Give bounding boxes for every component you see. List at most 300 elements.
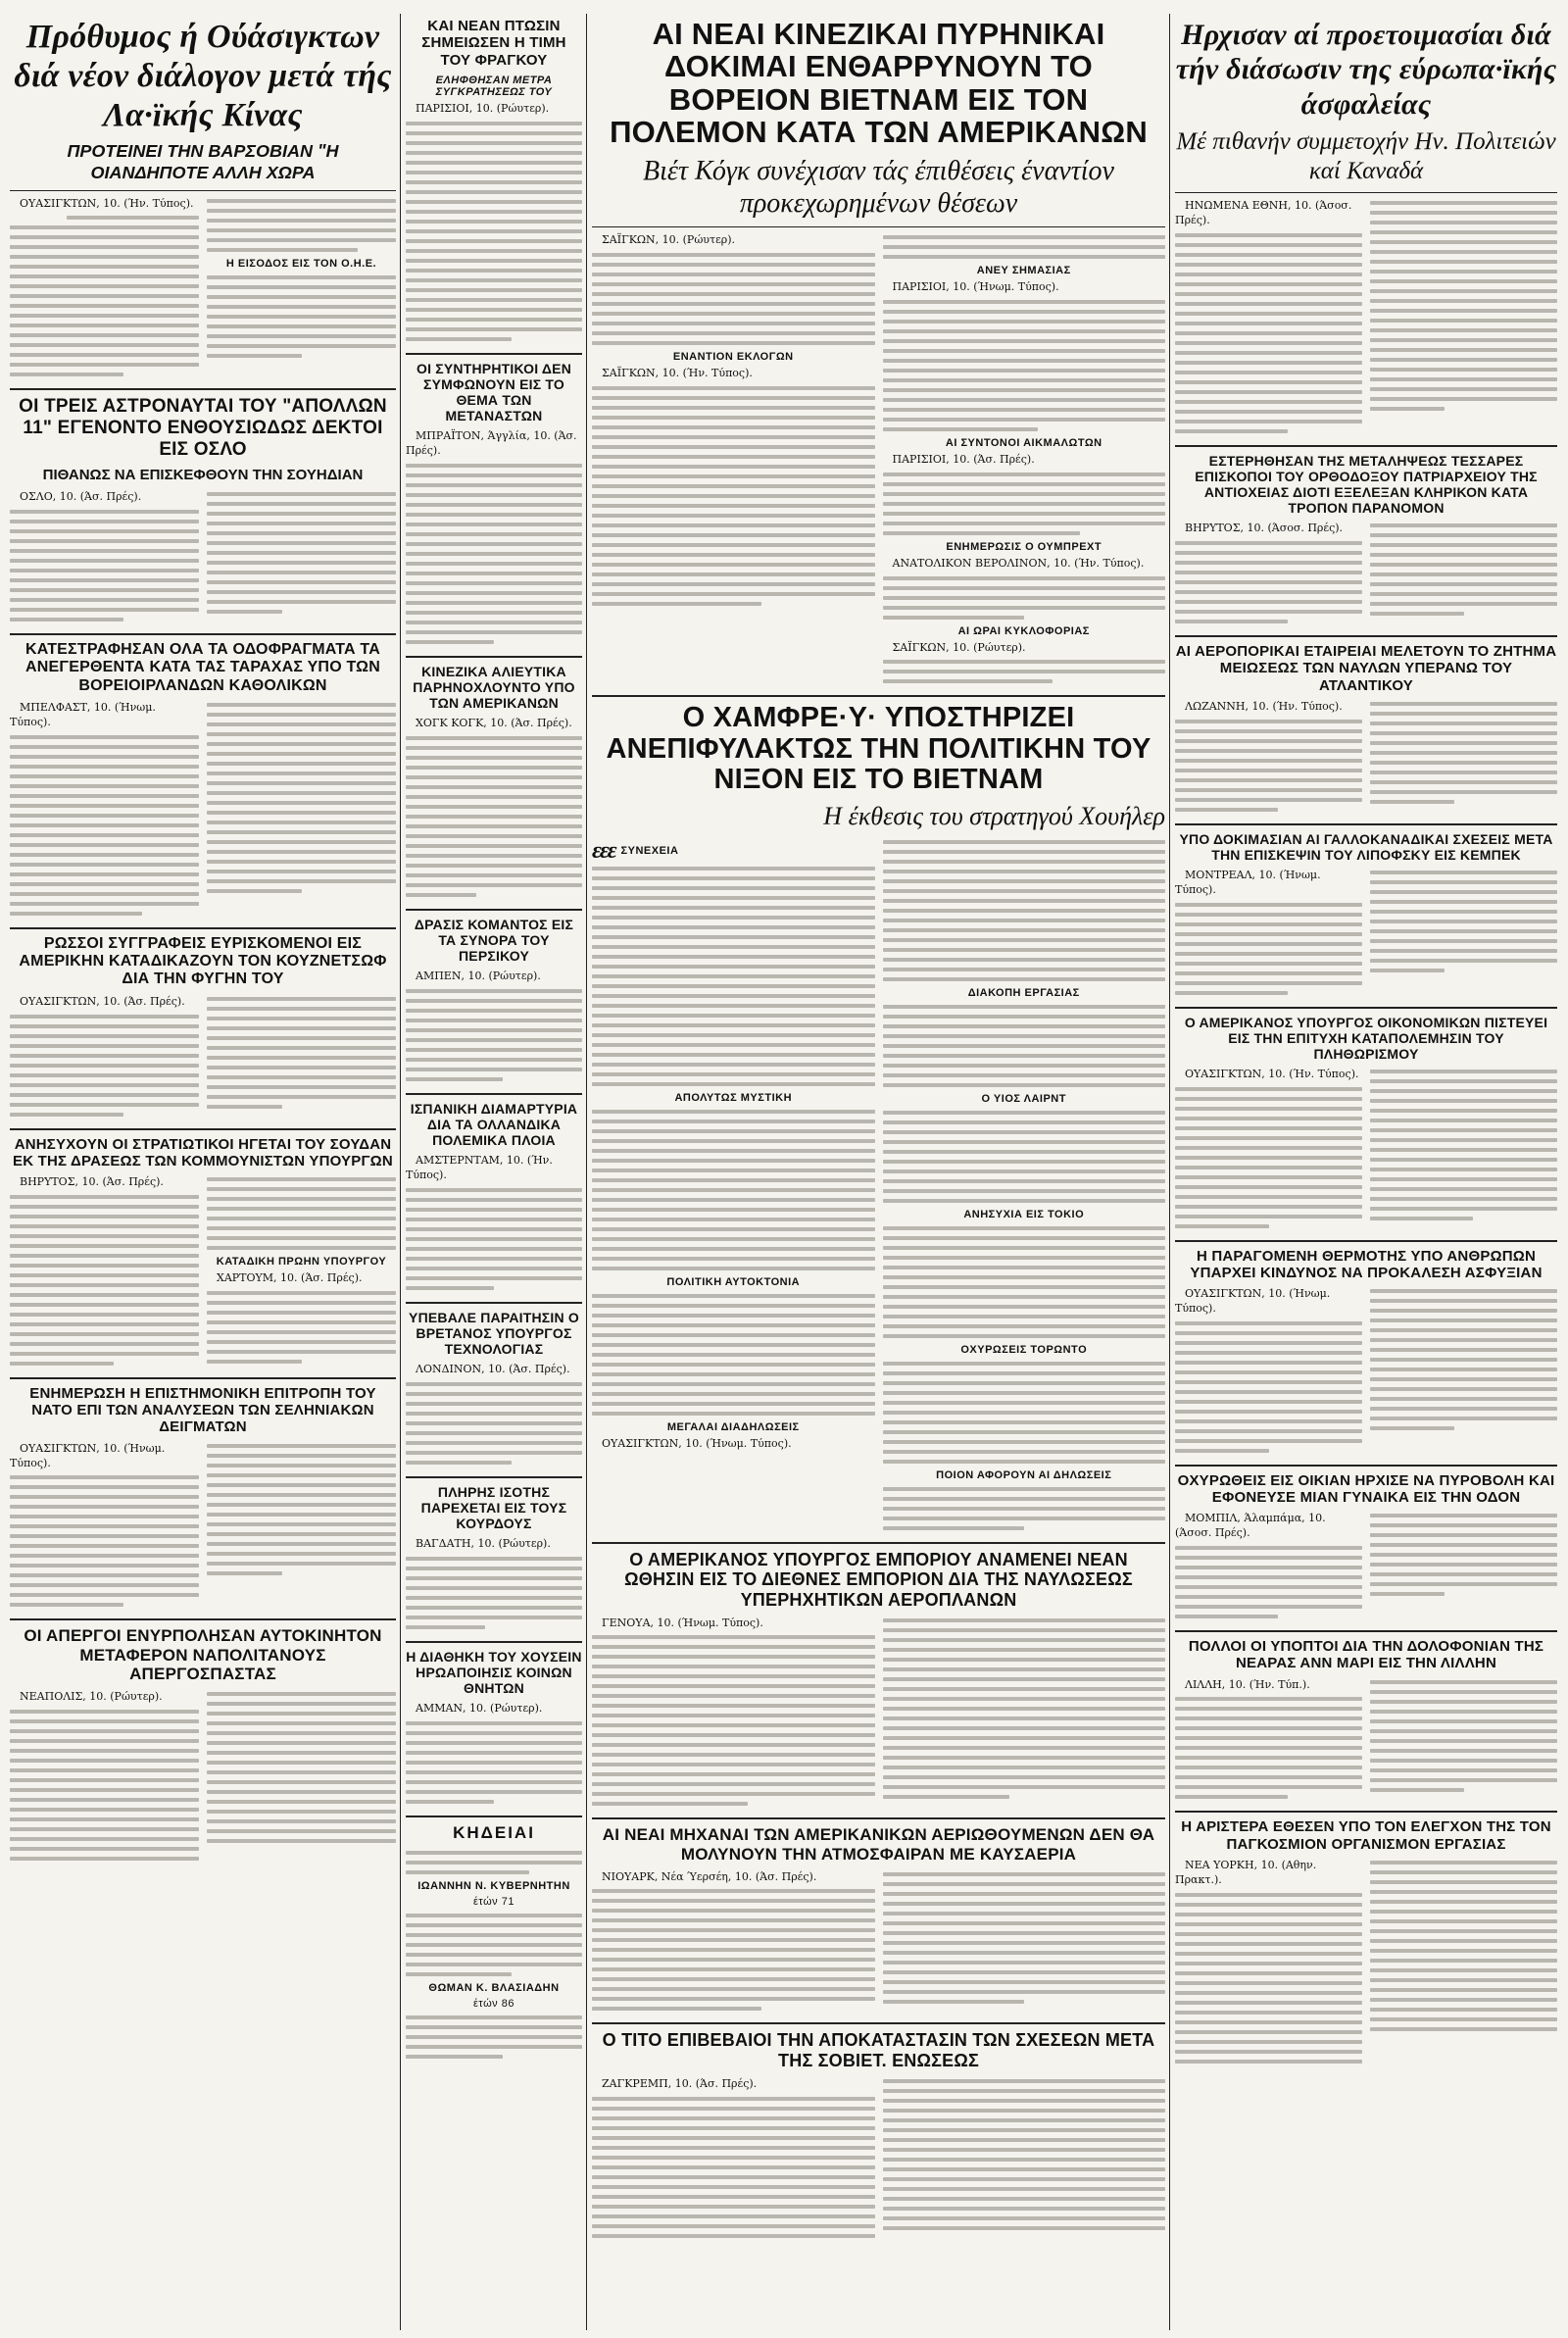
- text-line: [1175, 1746, 1362, 1750]
- text-line: [10, 1788, 199, 1792]
- text-line: [207, 997, 396, 1001]
- divider: [1175, 635, 1557, 637]
- text-line: [883, 1980, 1166, 1984]
- text-line: [1370, 1148, 1557, 1152]
- text-line: [592, 2146, 875, 2150]
- text-line: [207, 830, 396, 834]
- section-subhead: ΜΕΓΑΛΑΙ ΔΙΑΔΗΛΩΣΕΙΣ: [666, 1420, 800, 1433]
- text-line: [406, 815, 582, 819]
- text-line: [1370, 1407, 1557, 1411]
- text-line: [10, 1857, 199, 1861]
- text-line: [207, 811, 396, 815]
- text-line: [1370, 731, 1557, 735]
- text-line: [1175, 1361, 1362, 1365]
- text-line: [592, 1169, 875, 1172]
- divider: [1175, 1630, 1557, 1632]
- text-line: [1370, 377, 1557, 381]
- text-line: [207, 1226, 396, 1230]
- text-line: [1175, 739, 1362, 743]
- text-line: [883, 1120, 1166, 1124]
- body-text: [883, 1003, 1166, 1089]
- text-line: [883, 2079, 1166, 2083]
- article-headline: ΑΙ ΝΕΑΙ ΜΗΧΑΝΑΙ ΤΩΝ ΑΜΕΡΙΚΑΝΙΚΩΝ ΑΕΡΙΩΘΟΥΜΕΝΩΝ ΔΕΝ ΘΑ ΜΟΛΥΝΟΥΝ ΤΗΝ ΑΤΜΟΣΦΑΙΡΑΝ ΜΕ ΚΑΥΣΑΕΡΙΑ: [602, 1825, 1155, 1865]
- text-line: [1370, 1138, 1557, 1142]
- text-line: [406, 259, 582, 263]
- text-line: [207, 1301, 396, 1305]
- article-commerce-secretary: [592, 1550, 1165, 1809]
- text-line: [207, 1046, 396, 1050]
- text-line: [207, 1503, 396, 1507]
- text-line: [592, 1082, 875, 1086]
- article-body: [10, 701, 396, 918]
- divider: [406, 1641, 582, 1643]
- divider: [592, 695, 1165, 697]
- body-text: [1370, 1287, 1557, 1432]
- text-line: [1370, 2017, 1557, 2021]
- text-line: [207, 228, 396, 232]
- text-line: [1370, 2027, 1557, 2031]
- text-line: [406, 1048, 582, 1052]
- text-line: [1175, 243, 1362, 247]
- text-line: [1370, 910, 1557, 914]
- text-line: [883, 1275, 1166, 1279]
- text-line: [406, 1237, 582, 1241]
- text-line: [1175, 1195, 1362, 1199]
- text-line: [10, 1808, 199, 1812]
- divider: [1175, 445, 1557, 447]
- article-humphrey-nixon: [592, 703, 1165, 1531]
- text-line: [1370, 880, 1557, 884]
- text-line: [883, 948, 1166, 952]
- text-line: [883, 1034, 1166, 1038]
- text-line: [1370, 790, 1557, 794]
- text-line: [592, 2195, 875, 2199]
- text-line: [10, 1847, 199, 1851]
- text-line: [883, 660, 1166, 664]
- text-line: [406, 834, 582, 838]
- section-subhead: ΕΝΑΝΤΙΟΝ ΕΚΛΟΓΩΝ: [672, 350, 794, 363]
- article-chinese-fishing: [406, 664, 582, 899]
- text-line: [1370, 240, 1557, 244]
- text-line: [1175, 1321, 1362, 1325]
- body-text: [10, 508, 199, 623]
- section-subhead: ΔΙΑΚΟΠΗ ΕΡΓΑΣΙΑΣ: [967, 986, 1080, 999]
- article-antioch-bishops: [1175, 453, 1557, 625]
- text-line: [406, 562, 582, 566]
- text-line: [592, 396, 875, 400]
- text-line: [406, 1257, 582, 1261]
- article-headline: Ο ΤΙΤΟ ΕΠΙΒΕΒΑΙΟΙ ΤΗΝ ΑΠΟΚΑΤΑΣΤΑΣΙΝ ΤΩΝ ΣΧΕΣΕΩΝ ΜΕΤΑ ΤΗΣ ΣΟΒΙΕΤ. ΕΝΩΣΕΩΣ: [602, 2030, 1155, 2071]
- text-line: [1175, 1566, 1362, 1569]
- text-line: [592, 1733, 875, 1737]
- text-line: [10, 794, 199, 798]
- text-line: [883, 1199, 1166, 1203]
- column-rule: [1169, 14, 1170, 2330]
- text-line: [592, 435, 875, 439]
- text-line: [1175, 971, 1362, 975]
- body-text: [1370, 1068, 1557, 1222]
- text-line: [10, 235, 199, 239]
- text-line: [883, 1083, 1166, 1087]
- text-line: [406, 1606, 582, 1610]
- text-line: [207, 238, 396, 242]
- text-line: [10, 1485, 199, 1489]
- text-line: [406, 581, 582, 585]
- dateline: ΜΠΡΑΪΤΟΝ, Άγγλία, 10. (Άσ. Πρές).: [406, 428, 577, 457]
- article-sudan: [10, 1136, 396, 1368]
- text-line: [592, 1753, 875, 1757]
- text-line: [10, 1729, 199, 1733]
- text-line: [10, 882, 199, 886]
- text-line: [406, 1557, 582, 1561]
- article-european-security: [1175, 18, 1557, 435]
- text-line: [207, 1552, 396, 1556]
- text-line: [883, 1169, 1166, 1173]
- text-line: [10, 598, 199, 602]
- text-line: [1370, 1397, 1557, 1401]
- text-line: [406, 2035, 582, 2039]
- text-line: [592, 1053, 875, 1057]
- divider: [1175, 1465, 1557, 1467]
- text-line: [10, 1837, 199, 1841]
- body-text: [1175, 1085, 1362, 1230]
- body-text: [883, 1360, 1166, 1466]
- text-line: [883, 349, 1166, 353]
- text-line: [1370, 1910, 1557, 1914]
- text-line: [592, 1063, 875, 1067]
- text-line: [10, 765, 199, 769]
- text-line: [883, 310, 1166, 314]
- text-line: [592, 876, 875, 880]
- text-line: [10, 529, 199, 533]
- divider: [10, 633, 396, 635]
- text-line: [1370, 1988, 1557, 1992]
- text-line: [592, 1198, 875, 1202]
- text-line: [1175, 331, 1362, 335]
- body-text: [592, 1108, 875, 1272]
- text-line: [592, 2175, 875, 2179]
- text-line: [592, 514, 875, 518]
- dateline: ΛΩΖΑΝΝΗ, 10. (Ήν. Τύπος).: [1185, 699, 1343, 713]
- text-line: [592, 2097, 875, 2101]
- text-line: [207, 1311, 396, 1315]
- text-line: [1370, 1710, 1557, 1714]
- text-line: [406, 308, 582, 312]
- dateline: ΠΑΡΙΣΙΟΙ, 10. (Ήνωμ. Τύπος).: [892, 280, 1059, 294]
- text-line: [1370, 407, 1445, 411]
- divider: [406, 1816, 582, 1817]
- dateline: ΝΙΟΥΑΡΚ, Νέα Ύερσέη, 10. (Άσ. Πρές).: [602, 1869, 817, 1883]
- text-line: [207, 1177, 396, 1181]
- text-line: [883, 899, 1166, 903]
- text-line: [1175, 273, 1362, 276]
- text-line: [883, 670, 1166, 673]
- text-line: [592, 994, 875, 998]
- text-line: [406, 171, 582, 174]
- text-line: [883, 2089, 1166, 2093]
- text-line: [10, 1798, 199, 1802]
- text-line: [406, 337, 512, 341]
- article-headline: ΔΡΑΣΙΣ ΚΟΜΑΝΤΟΣ ΕΙΣ ΤΑ ΣΥΝΟΡΑ ΤΟΥ ΠΕΡΣΙΚΟΥ: [414, 916, 574, 964]
- section-subhead: ΑΠΟΛΥΤΩΣ ΜΥΣΤΙΚΗ: [674, 1091, 793, 1104]
- article-body: [1175, 869, 1557, 997]
- text-line: [10, 1475, 199, 1479]
- text-line: [207, 791, 396, 795]
- text-line: [883, 958, 1166, 962]
- text-line: [406, 513, 582, 517]
- text-line: [883, 512, 1166, 516]
- dateline: ΑΜΣΤΕΡΝΤΑΜ, 10. (Ήν. Τύπος).: [406, 1154, 553, 1182]
- dateline: ΟΥΑΣΙΓΚΤΩΝ, 10. (Ήνωμ. Τύπος).: [10, 1441, 166, 1469]
- text-line: [1370, 1338, 1557, 1342]
- text-line: [1175, 778, 1362, 782]
- text-line: [592, 974, 875, 978]
- body-text: [592, 2095, 875, 2240]
- text-line: [406, 318, 582, 322]
- text-line: [406, 1576, 582, 1580]
- text-line: [406, 239, 582, 243]
- text-line: [207, 1454, 396, 1458]
- body-text: [1175, 539, 1362, 625]
- text-line: [883, 1005, 1166, 1009]
- text-line: [406, 1761, 582, 1765]
- text-line: [406, 1731, 582, 1735]
- text-line: [1175, 1546, 1362, 1550]
- text-line: [406, 621, 582, 624]
- text-line: [1175, 952, 1362, 956]
- text-line: [592, 1392, 875, 1396]
- text-line: [1370, 582, 1557, 586]
- text-line: [883, 1295, 1166, 1299]
- text-line: [406, 190, 582, 194]
- body-text: [1175, 1891, 1362, 2065]
- text-line: [406, 756, 582, 760]
- text-line: [1175, 1585, 1362, 1589]
- text-line: [592, 1178, 875, 1182]
- text-line: [10, 1103, 199, 1107]
- article-headline: Ο ΑΜΕΡΙΚΑΝΟΣ ΥΠΟΥΡΓΟΣ ΟΙΚΟΝΟΜΙΚΩΝ ΠΙΣΤΕΥΕΙ ΕΙΣ ΤΗΝ ΕΠΙΤΥΧΗ ΚΑΤΑΠΟΛΕΜΗΣΙΝ ΤΟΥ ΠΛΗΘΩΡΙΣΜΟΥ: [1184, 1014, 1548, 1062]
- text-line: [592, 533, 875, 537]
- text-line: [406, 746, 582, 750]
- text-line: [592, 1043, 875, 1047]
- text-line: [592, 543, 875, 547]
- text-line: [10, 1352, 199, 1356]
- column-2: [406, 14, 582, 2330]
- text-line: [10, 1573, 199, 1577]
- text-line: [592, 1033, 875, 1037]
- text-line: [1370, 1959, 1557, 1963]
- text-line: [1175, 1370, 1362, 1374]
- article-headline: Ο ΧΑΜΦΡΕ·Υ· ΥΠΟΣΤΗΡΙΖΕΙ ΑΝΕΠΙΦΥΛΑΚΤΩΣ ΤΗΝ ΠΟΛΙΤΙΚΗΝ ΤΟΥ ΝΙΞΟΝ ΕΙΣ ΤΟ ΒΙΕΤΝΑΜ: [606, 702, 1152, 796]
- text-line: [207, 600, 396, 604]
- text-line: [1370, 949, 1557, 953]
- article-jet-engines: [592, 1825, 1165, 2013]
- section-subhead: ΑΝΕΥ ΣΗΜΑΣΙΑΣ: [976, 265, 1071, 277]
- text-line: [1370, 1070, 1557, 1073]
- text-line: [592, 553, 875, 557]
- article-headline: ΚΑΤΕΣΤΡΑΦΗΣΑΝ ΟΛΑ ΤΑ ΟΔΟΦΡΑΓΜΑΤΑ ΤΑ ΑΝΕΓΕΡΘΕΝΤΑ ΚΑΤΑ ΤΑΣ ΤΑΡΑΧΑΣ ΥΠΟ ΤΩΝ ΒΟΡΕΙΟΙΡΛΑΝΔΩΝ ΚΑΘΟΛΙΚΩΝ: [25, 640, 380, 694]
- text-line: [592, 1402, 875, 1406]
- text-line: [1175, 1439, 1362, 1443]
- text-line: [1370, 702, 1557, 706]
- body-text: [883, 1224, 1166, 1340]
- text-line: [1175, 400, 1362, 404]
- text-line: [592, 1218, 875, 1221]
- divider: [406, 909, 582, 911]
- text-line: [207, 1741, 396, 1745]
- text-line: [406, 611, 582, 615]
- text-line: [883, 1726, 1166, 1730]
- text-line: [592, 886, 875, 890]
- text-line: [1175, 1736, 1362, 1740]
- text-line: [592, 1674, 875, 1678]
- article-apollo-astronauts: [10, 396, 396, 622]
- body-text: [406, 1912, 582, 1978]
- text-line: [592, 331, 875, 335]
- text-line: [1370, 289, 1557, 293]
- text-line: [883, 255, 1166, 259]
- text-line: [1175, 2030, 1362, 2034]
- article-body: [10, 995, 396, 1119]
- article-subheadline: ΠΡΟΤΕΙΝΕΙ ΤΗΝ ΒΑΡΣΟΒΙΑΝ "Η ΟΙΑΝΔΗΠΟΤΕ ΑΛΛΗ ΧΩΡΑ: [67, 141, 339, 182]
- divider: [1175, 192, 1557, 193]
- text-line: [883, 606, 1166, 610]
- text-line: [1370, 1099, 1557, 1103]
- text-line: [406, 220, 582, 224]
- dateline: ΧΑΡΤΟΥΜ, 10. (Άσ. Πρές).: [217, 1271, 363, 1285]
- article-russian-writers: [10, 935, 396, 1119]
- body-text: [406, 120, 582, 343]
- text-line: [207, 541, 396, 545]
- body-text: [10, 733, 199, 918]
- text-line: [1175, 1697, 1362, 1701]
- article-headline: ΕΣΤΕΡΗΘΗΣΑΝ ΤΗΣ ΜΕΤΑΛΗΨΕΩΣ ΤΕΣΣΑΡΕΣ ΕΠΙΣΚΟΠΟΙ ΤΟΥ ΟΡΘΟΔΟΞΟΥ ΠΑΤΡΙΑΡΧΕΙΟΥ ΤΗΣ ΑΝΤΙΟΧΕΙΑΣ ΔΙΟΤΙ ΕΞΕΛΕΞΑΝ ΚΛΗΡΙΚΟΝ ΚΑΤΑ ΤΡΟΠΟΝ ΠΑΡΑΝΟΜΟΝ: [1195, 452, 1538, 517]
- text-line: [883, 1054, 1166, 1058]
- text-line: [883, 418, 1166, 422]
- text-line: [883, 1334, 1166, 1338]
- text-line: [592, 1227, 875, 1231]
- text-line: [883, 596, 1166, 600]
- text-line: [406, 1461, 512, 1465]
- text-line: [1370, 1768, 1557, 1772]
- text-line: [1175, 729, 1362, 733]
- text-line: [1370, 920, 1557, 923]
- text-line: [1175, 769, 1362, 772]
- column-4: [1175, 14, 1557, 2330]
- text-line: [592, 504, 875, 508]
- text-line: [10, 343, 199, 347]
- text-line: [1175, 420, 1362, 423]
- text-line: [1370, 299, 1557, 303]
- text-line: [406, 1751, 582, 1755]
- text-line: [883, 679, 1053, 683]
- text-line: [883, 2187, 1166, 2191]
- text-line: [207, 285, 396, 289]
- text-line: [207, 1731, 396, 1735]
- column-3: [592, 14, 1165, 2330]
- text-line: [207, 1819, 396, 1823]
- text-line: [1370, 1523, 1557, 1527]
- text-line: [406, 844, 582, 848]
- text-line: [1175, 1962, 1362, 1965]
- text-line: [592, 1743, 875, 1747]
- text-line: [207, 1056, 396, 1060]
- text-line: [592, 916, 875, 920]
- article-headline: ΥΠΕΒΑΛΕ ΠΑΡΑΙΤΗΣΙΝ Ο ΒΡΕΤΑΝΟΣ ΥΠΟΥΡΓΟΣ ΤΕΧΝΟΛΟΓΙΑΣ: [409, 1309, 579, 1358]
- text-line: [207, 879, 396, 883]
- text-line: [1370, 1968, 1557, 1972]
- text-line: [406, 1038, 582, 1042]
- text-line: [1370, 201, 1557, 205]
- text-line: [67, 216, 199, 220]
- article-body: [592, 1870, 1165, 2014]
- body-text: [592, 1292, 875, 1418]
- text-line: [207, 248, 358, 252]
- text-line: [1175, 1215, 1362, 1219]
- text-line: [1370, 1299, 1557, 1303]
- text-line: [10, 1603, 123, 1607]
- text-line: [207, 334, 396, 338]
- text-line: [1175, 1981, 1362, 1985]
- text-line: [883, 909, 1166, 913]
- article-body: [10, 1442, 396, 1610]
- text-line: [207, 850, 396, 854]
- text-line: [883, 2118, 1166, 2122]
- body-text: [207, 1175, 396, 1252]
- text-line: [406, 1914, 582, 1917]
- text-line: [592, 1333, 875, 1337]
- text-line: [10, 853, 199, 857]
- text-line: [1175, 1224, 1269, 1228]
- text-line: [207, 1330, 396, 1334]
- text-line: [592, 1645, 875, 1649]
- text-line: [207, 324, 396, 328]
- text-line: [207, 531, 396, 535]
- article-labour-organization: [1175, 1818, 1557, 2064]
- article-body: [592, 1617, 1165, 1809]
- text-line: [883, 1882, 1166, 1886]
- dateline: ΝΕΑ ΥΟΡΚΗ, 10. (Αθην. Πρακτ.).: [1175, 1858, 1317, 1886]
- text-line: [207, 732, 396, 736]
- text-line: [883, 1285, 1166, 1289]
- text-line: [406, 1392, 582, 1396]
- text-line: [592, 1918, 875, 1922]
- text-line: [883, 1697, 1166, 1701]
- text-line: [406, 473, 582, 477]
- text-line: [1175, 341, 1362, 345]
- text-line: [10, 510, 199, 514]
- text-line: [207, 801, 396, 805]
- text-line: [592, 1694, 875, 1698]
- text-line: [1175, 1756, 1362, 1760]
- text-line: [1175, 1775, 1362, 1779]
- article-subheadline: Μέ πιθανήν συμμετοχήν Ην. Πολιτειών καί Καναδά: [1176, 128, 1556, 185]
- text-line: [406, 2045, 582, 2049]
- text-line: [883, 1775, 1166, 1779]
- article-atlantic-fares: [1175, 643, 1557, 814]
- body-text: [1370, 1512, 1557, 1598]
- text-line: [883, 1226, 1166, 1230]
- text-line: [207, 1542, 396, 1546]
- text-line: [592, 1294, 875, 1298]
- text-line: [592, 523, 875, 527]
- article-headline: ΟΧΥΡΩΘΕΙΣ ΕΙΣ ΟΙΚΙΑΝ ΗΡΧΙΣΕ ΝΑ ΠΥΡΟΒΟΛΗ ΚΑΙ ΕΦΟΝΕΥΣΕ ΜΙΑΝ ΓΥΝΑΙΚΑ ΕΙΣ ΤΗΝ ΟΔΟΝ: [1177, 1471, 1555, 1507]
- body-text: [1175, 1319, 1362, 1455]
- text-line: [1175, 1556, 1362, 1560]
- text-line: [883, 928, 1166, 932]
- body-text: [207, 995, 396, 1111]
- text-line: [207, 1473, 396, 1477]
